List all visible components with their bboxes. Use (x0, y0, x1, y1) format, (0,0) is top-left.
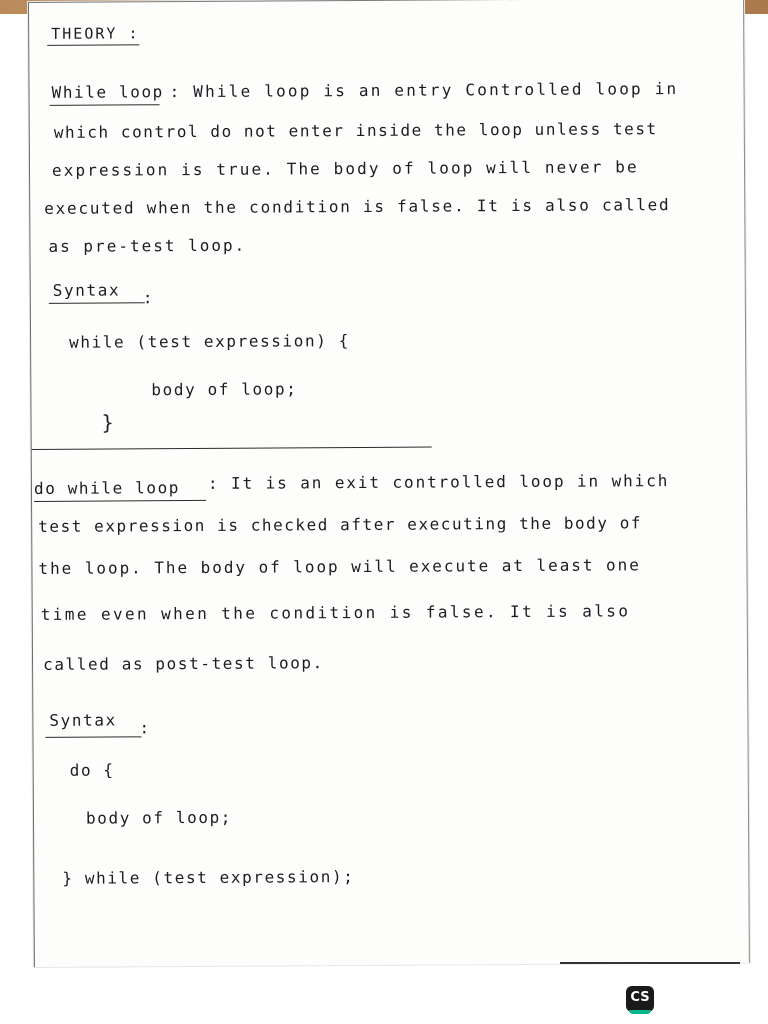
do-while-syntax-code-3: } while (test expression); (62, 867, 355, 888)
do-while-syntax-code-2: body of loop; (85, 807, 233, 828)
do-while-loop-line-2: test expression is checked after executing the body of (38, 513, 643, 536)
while-syntax-code-3: } (101, 410, 116, 435)
while-loop-line-1: : While loop is an entry Controlled loop in (169, 79, 679, 102)
while-syntax-code-2: body of loop; (151, 379, 298, 400)
while-syntax-colon: : (142, 288, 155, 308)
do-while-loop-line-3: the loop. The body of loop will execute at least one (38, 555, 641, 578)
while-syntax-code-1: while (test expression) { (69, 331, 350, 352)
page-bottom-edge (560, 962, 740, 964)
while-syntax-underline (49, 302, 145, 304)
heading-underline (47, 44, 139, 46)
do-while-loop-line-5: called as post-test loop. (42, 653, 324, 674)
while-loop-line-2: which control do not enter inside the loop unless test (53, 119, 658, 142)
while-loop-line-4: executed when the condition is false. It is also called (44, 195, 671, 218)
while-loop-term: While loop (51, 82, 164, 102)
do-while-loop-term: do while loop (33, 478, 181, 498)
do-while-syntax-code-1: do { (69, 760, 115, 780)
while-syntax-label: Syntax (52, 280, 121, 300)
page-heading: THEORY : (51, 24, 140, 43)
do-while-loop-term-underline (34, 500, 206, 502)
do-while-syntax-colon: : (139, 718, 151, 738)
notebook-page (28, 0, 750, 967)
do-while-syntax-label: Syntax (49, 710, 117, 730)
while-loop-line-5: as pre-test loop. (48, 235, 247, 256)
camscanner-logo-icon: CS (626, 986, 654, 1012)
do-while-loop-line-1: : It is an exit controlled loop in which (207, 471, 670, 493)
while-loop-line-3: expression is true. The body of loop will never be (51, 157, 639, 180)
while-loop-term-underline (50, 104, 160, 106)
do-while-loop-line-4: time even when the condition is false. It is also (40, 601, 631, 624)
do-while-syntax-underline (45, 736, 141, 738)
section-divider (32, 447, 432, 450)
